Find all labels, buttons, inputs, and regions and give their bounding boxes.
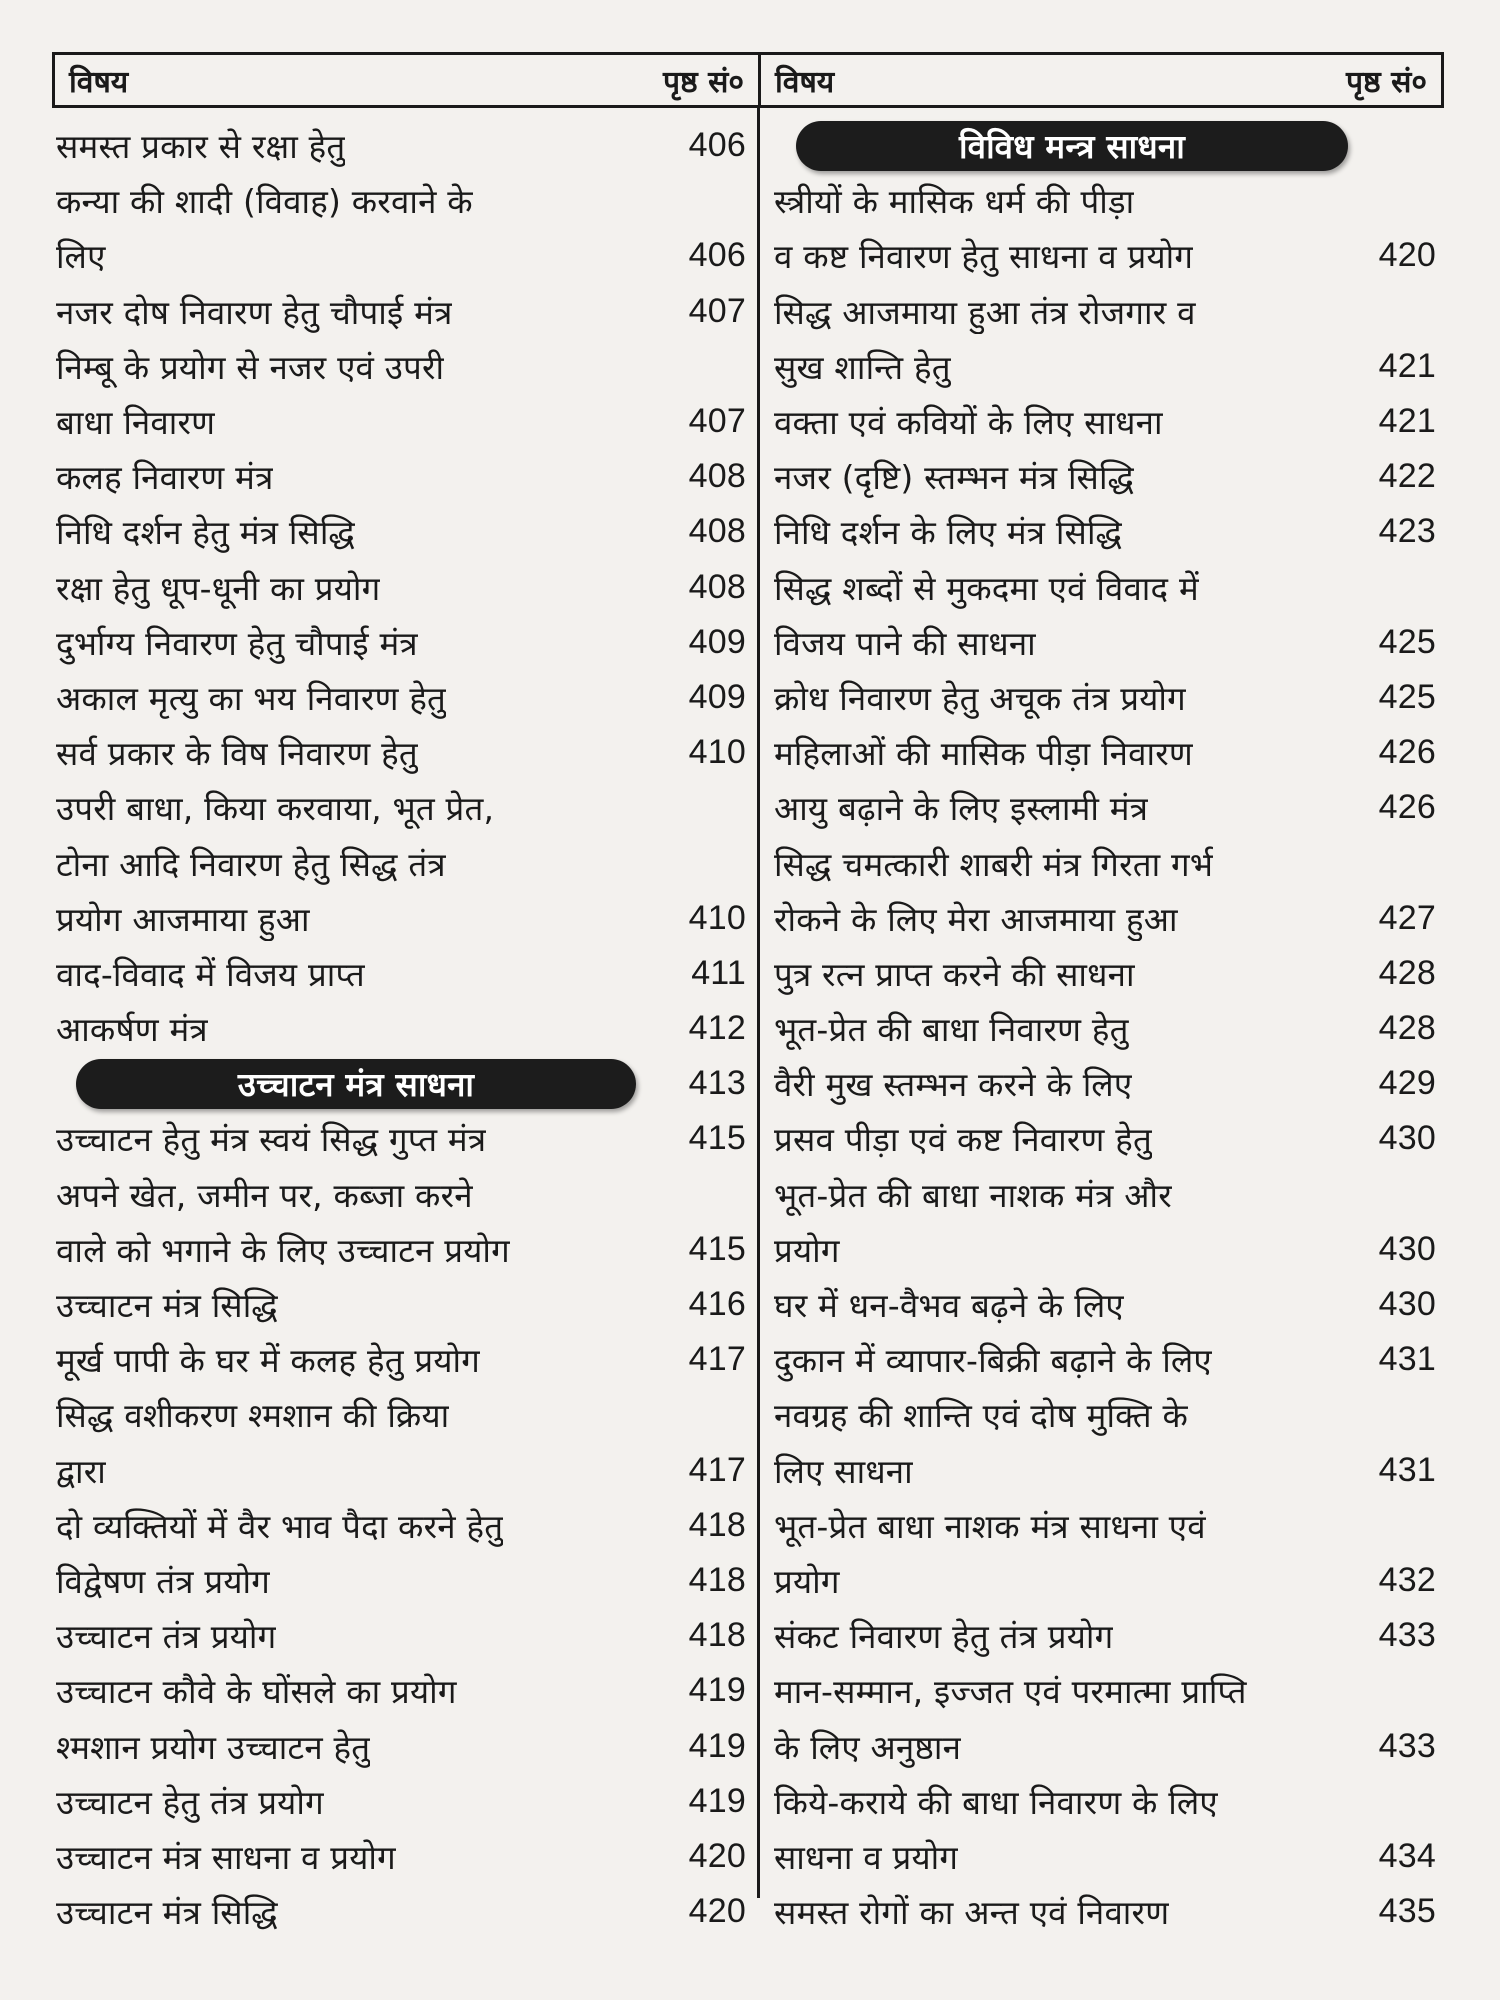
- toc-entry: [56, 780, 746, 835]
- entry-title: उच्चाटन हेतु तंत्र प्रयोग: [56, 1782, 324, 1822]
- entry-page-number: 419: [688, 1781, 746, 1820]
- entry-title: उच्चाटन हेतु मंत्र स्वयं सिद्ध गुप्त मंत्र: [56, 1120, 487, 1160]
- toc-entry: [774, 1277, 1436, 1332]
- entry-page-number: 420: [688, 1892, 746, 1931]
- entry-title: नवग्रह की शान्ति एवं दोष मुक्ति के: [774, 1396, 1188, 1436]
- toc-entry: [774, 228, 1436, 283]
- entry-page-number: 413: [688, 1064, 746, 1103]
- entry-title: दुर्भाग्य निवारण हेतु चौपाई मंत्र: [56, 623, 418, 663]
- header-page-label: पृष्ठ सं०: [1345, 64, 1427, 100]
- entry-title: विद्वेषण तंत्र प्रयोग: [56, 1561, 271, 1601]
- toc-entry: [774, 615, 1436, 670]
- entry-title: अपने खेत, जमीन पर, कब्जा करने: [56, 1175, 473, 1215]
- toc-entry: [774, 1167, 1436, 1222]
- entry-title: उच्चाटन मंत्र सिद्धि: [56, 1893, 278, 1933]
- entry-title: वाद-विवाद में विजय प्राप्त: [56, 954, 365, 994]
- entry-title: भूत-प्रेत की बाधा नाशक मंत्र और: [774, 1175, 1172, 1215]
- entry-title: सिद्ध आजमाया हुआ तंत्र रोजगार व: [774, 292, 1196, 332]
- toc-entry: [56, 284, 746, 339]
- entry-page-number: 408: [688, 512, 746, 551]
- entry-title: निम्बू के प्रयोग से नजर एवं उपरी: [56, 347, 445, 387]
- entry-title: लिए: [56, 237, 106, 277]
- entry-page-number: 419: [688, 1671, 746, 1710]
- entry-title: पुत्र रत्न प्राप्त करने की साधना: [774, 954, 1135, 994]
- entry-page-number: 427: [1378, 898, 1436, 937]
- toc-entry: [774, 670, 1436, 725]
- toc-entry: [774, 1056, 1436, 1111]
- toc-entry: [774, 1829, 1436, 1884]
- entry-title: वैरी मुख स्तम्भन करने के लिए: [774, 1065, 1133, 1105]
- toc-left-column: [56, 118, 746, 1939]
- toc-entry: [56, 835, 746, 890]
- entry-page-number: 434: [1378, 1836, 1436, 1875]
- entry-page-number: 418: [688, 1560, 746, 1599]
- toc-entry: [56, 228, 746, 283]
- section-row: [56, 1056, 746, 1111]
- toc-entry: [56, 891, 746, 946]
- toc-entry: [774, 449, 1436, 504]
- toc-entry: [774, 339, 1436, 394]
- entry-title: वक्ता एवं कवियों के लिए साधना: [774, 403, 1163, 443]
- toc-entry: [774, 1222, 1436, 1277]
- header-subject-label: विषय: [69, 64, 129, 100]
- entry-page-number: 423: [1378, 512, 1436, 551]
- toc-entry: [56, 615, 746, 670]
- entry-title: समस्त रोगों का अन्त एवं निवारण: [774, 1893, 1170, 1933]
- header-subject-label: विषय: [775, 64, 835, 100]
- toc-entry: [774, 946, 1436, 1001]
- toc-entry: [56, 339, 746, 394]
- entry-page-number: 430: [1378, 1229, 1436, 1268]
- toc-entry: [56, 394, 746, 449]
- entry-page-number: 410: [688, 898, 746, 937]
- entry-title: श्मशान प्रयोग उच्चाटन हेतु: [56, 1727, 371, 1767]
- entry-page-number: 412: [688, 1009, 746, 1048]
- toc-entry: [56, 1111, 746, 1166]
- entry-page-number: 432: [1378, 1560, 1436, 1599]
- toc-entry: [774, 1332, 1436, 1387]
- toc-entry: [774, 1718, 1436, 1773]
- entry-title: के लिए अनुष्ठान: [774, 1727, 962, 1767]
- toc-entry: [56, 670, 746, 725]
- entry-page-number: 422: [1378, 457, 1436, 496]
- entry-title: घर में धन-वैभव बढ़ने के लिए: [774, 1286, 1124, 1326]
- entry-title: विजय पाने की साधना: [774, 623, 1036, 663]
- entry-page-number: 416: [688, 1285, 746, 1324]
- entry-title: अकाल मृत्यु का भय निवारण हेतु: [56, 678, 447, 718]
- toc-entry: [56, 1718, 746, 1773]
- entry-title: व कष्ट निवारण हेतु साधना व प्रयोग: [774, 237, 1194, 277]
- toc-entry: [56, 1443, 746, 1498]
- entry-title: नजर दोष निवारण हेतु चौपाई मंत्र: [56, 292, 453, 332]
- entry-page-number: 421: [1378, 402, 1436, 441]
- entry-title: टोना आदि निवारण हेतु सिद्ध तंत्र: [56, 844, 446, 884]
- entry-page-number: 408: [688, 457, 746, 496]
- toc-entry: [56, 1663, 746, 1718]
- toc-entry: [774, 835, 1436, 890]
- entry-page-number: 409: [688, 677, 746, 716]
- toc-entry: [56, 1608, 746, 1663]
- entry-page-number: 420: [1378, 236, 1436, 275]
- entry-page-number: 435: [1378, 1892, 1436, 1931]
- entry-title: प्रसव पीड़ा एवं कष्ट निवारण हेतु: [774, 1120, 1153, 1160]
- entry-page-number: 425: [1378, 677, 1436, 716]
- toc-entry: [56, 173, 746, 228]
- entry-page-number: 407: [688, 291, 746, 330]
- entry-title: दो व्यक्तियों में वैर भाव पैदा करने हेतु: [56, 1506, 504, 1546]
- toc-entry: [56, 1332, 746, 1387]
- toc-entry: [774, 725, 1436, 780]
- entry-title: क्रोध निवारण हेतु अचूक तंत्र प्रयोग: [774, 678, 1186, 718]
- entry-title: द्वारा: [56, 1451, 106, 1491]
- entry-title: निधि दर्शन हेतु मंत्र सिद्धि: [56, 513, 355, 553]
- entry-title: सुख शान्ति हेतु: [774, 347, 951, 387]
- entry-page-number: 430: [1378, 1285, 1436, 1324]
- entry-title: मान-सम्मान, इज्जत एवं परमात्मा प्राप्ति: [774, 1672, 1247, 1712]
- entry-page-number: 431: [1378, 1340, 1436, 1379]
- entry-title: बाधा निवारण: [56, 403, 216, 443]
- entry-page-number: 420: [688, 1836, 746, 1875]
- toc-entry: [774, 1443, 1436, 1498]
- entry-title: प्रयोग: [774, 1561, 840, 1601]
- entry-title: समस्त प्रकार से रक्षा हेतु: [56, 127, 346, 167]
- entry-title: संकट निवारण हेतु तंत्र प्रयोग: [774, 1617, 1114, 1657]
- toc-entry: [56, 504, 746, 559]
- entry-page-number: 406: [688, 126, 746, 165]
- toc-right-column: [774, 118, 1436, 1939]
- entry-title: भूत-प्रेत बाधा नाशक मंत्र साधना एवं: [774, 1506, 1206, 1546]
- entry-page-number: 417: [688, 1340, 746, 1379]
- toc-entry: [56, 1167, 746, 1222]
- entry-title: स्त्रीयों के मासिक धर्म की पीड़ा: [774, 182, 1135, 222]
- entry-page-number: 428: [1378, 953, 1436, 992]
- entry-page-number: 415: [688, 1229, 746, 1268]
- entry-title: कन्या की शादी (विवाह) करवाने के: [56, 182, 473, 222]
- entry-title: सिद्ध चमत्कारी शाबरी मंत्र गिरता गर्भ: [774, 844, 1214, 884]
- toc-entry: [774, 1387, 1436, 1442]
- entry-page-number: 430: [1378, 1119, 1436, 1158]
- entry-title: उच्चाटन कौवे के घोंसले का प्रयोग: [56, 1672, 457, 1712]
- entry-title: मूर्ख पापी के घर में कलह हेतु प्रयोग: [56, 1341, 481, 1381]
- toc-entry: [56, 1001, 746, 1056]
- entry-page-number: 418: [688, 1505, 746, 1544]
- entry-page-number: 408: [688, 567, 746, 606]
- entry-title: आयु बढ़ाने के लिए इस्लामी मंत्र: [774, 789, 1149, 829]
- entry-page-number: 406: [688, 236, 746, 275]
- entry-title: उच्चाटन तंत्र प्रयोग: [56, 1617, 277, 1657]
- toc-entry: [774, 560, 1436, 615]
- entry-title: साधना व प्रयोग: [774, 1837, 959, 1877]
- toc-entry: [774, 284, 1436, 339]
- toc-entry: [56, 725, 746, 780]
- toc-entry: [774, 1663, 1436, 1718]
- toc-entry: [56, 1498, 746, 1553]
- toc-entry: [56, 946, 746, 1001]
- toc-entry: [774, 1111, 1436, 1166]
- toc-entry: [56, 560, 746, 615]
- entry-title: उपरी बाधा, किया करवाया, भूत प्रेत,: [56, 789, 495, 829]
- entry-title: दुकान में व्यापार-बिक्री बढ़ाने के लिए: [774, 1341, 1212, 1381]
- entry-page-number: 409: [688, 622, 746, 661]
- section-row: [774, 118, 1436, 173]
- entry-page-number: 433: [1378, 1616, 1436, 1655]
- entry-title: रक्षा हेतु धूप-धूनी का प्रयोग: [56, 568, 381, 608]
- toc-entry: [774, 504, 1436, 559]
- entry-title: नजर (दृष्टि) स्तम्भन मंत्र सिद्धि: [774, 458, 1135, 498]
- toc-entry: [56, 1222, 746, 1277]
- entry-title: उच्चाटन मंत्र सिद्धि: [56, 1286, 278, 1326]
- toc-entry: [56, 1277, 746, 1332]
- toc-entry: [56, 1884, 746, 1939]
- toc-entry: [56, 118, 746, 173]
- toc-entry: [774, 1553, 1436, 1608]
- entry-page-number: 431: [1378, 1450, 1436, 1489]
- entry-page-number: 421: [1378, 346, 1436, 385]
- entry-title: कलह निवारण मंत्र: [56, 458, 274, 498]
- toc-entry: [56, 1553, 746, 1608]
- toc-entry: [774, 394, 1436, 449]
- entry-title: प्रयोग: [774, 1230, 840, 1270]
- toc-header: [52, 52, 1444, 108]
- entry-page-number: 433: [1378, 1726, 1436, 1765]
- toc-page: [52, 52, 1444, 1952]
- header-page-label: पृष्ठ सं०: [662, 64, 744, 100]
- entry-title: सिद्ध वशीकरण श्मशान की क्रिया: [56, 1396, 450, 1436]
- entry-title: आकर्षण मंत्र: [56, 1010, 208, 1050]
- entry-title: भूत-प्रेत की बाधा निवारण हेतु: [774, 1010, 1129, 1050]
- header-right: [761, 55, 1441, 105]
- column-divider: [757, 108, 760, 1898]
- entry-title: रोकने के लिए मेरा आजमाया हुआ: [774, 899, 1178, 939]
- entry-page-number: 418: [688, 1616, 746, 1655]
- entry-title: सिद्ध शब्दों से मुकदमा एवं विवाद में: [774, 568, 1199, 608]
- entry-page-number: 407: [688, 402, 746, 441]
- entry-page-number: 426: [1378, 733, 1436, 772]
- entry-page-number: 411: [691, 953, 746, 992]
- entry-page-number: 419: [688, 1726, 746, 1765]
- entry-title: प्रयोग आजमाया हुआ: [56, 899, 310, 939]
- entry-page-number: 428: [1378, 1009, 1436, 1048]
- entry-page-number: 429: [1378, 1064, 1436, 1103]
- toc-entry: [56, 449, 746, 504]
- entry-page-number: 410: [688, 733, 746, 772]
- entry-title: किये-कराये की बाधा निवारण के लिए: [774, 1782, 1218, 1822]
- toc-entry: [774, 891, 1436, 946]
- section-heading: विविध मन्त्र साधना: [796, 121, 1348, 171]
- toc-entry: [56, 1774, 746, 1829]
- section-heading: उच्चाटन मंत्र साधना: [76, 1059, 636, 1109]
- toc-entry: [774, 1884, 1436, 1939]
- toc-entry: [56, 1829, 746, 1884]
- entry-title: लिए साधना: [774, 1451, 913, 1491]
- toc-entry: [56, 1387, 746, 1442]
- header-left: [55, 55, 761, 105]
- entry-page-number: 425: [1378, 622, 1436, 661]
- toc-entry: [774, 1001, 1436, 1056]
- entry-title: वाले को भगाने के लिए उच्चाटन प्रयोग: [56, 1230, 510, 1270]
- toc-entry: [774, 780, 1436, 835]
- entry-title: महिलाओं की मासिक पीड़ा निवारण: [774, 734, 1193, 774]
- entry-title: उच्चाटन मंत्र साधना व प्रयोग: [56, 1837, 396, 1877]
- entry-page-number: 417: [688, 1450, 746, 1489]
- entry-page-number: 426: [1378, 788, 1436, 827]
- toc-entry: [774, 173, 1436, 228]
- entry-page-number: 415: [688, 1119, 746, 1158]
- entry-title: निधि दर्शन के लिए मंत्र सिद्धि: [774, 513, 1123, 553]
- toc-entry: [774, 1498, 1436, 1553]
- toc-entry: [774, 1774, 1436, 1829]
- toc-entry: [774, 1608, 1436, 1663]
- entry-title: सर्व प्रकार के विष निवारण हेतु: [56, 734, 418, 774]
